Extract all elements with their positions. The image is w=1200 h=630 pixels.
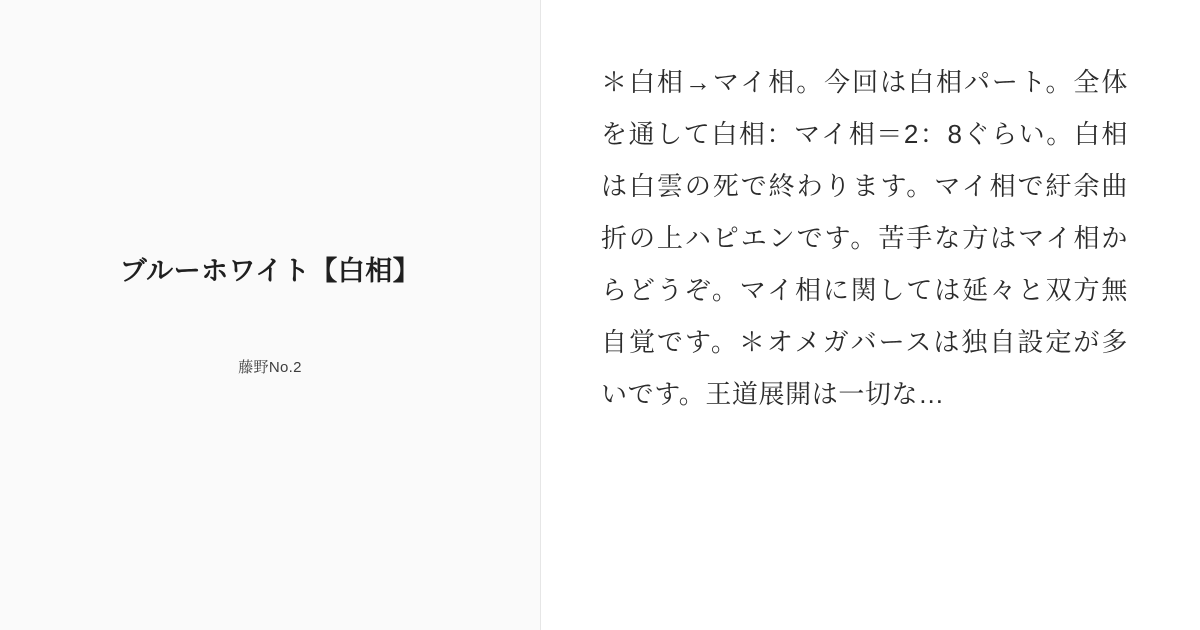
author-name[interactable]: 藤野No.2 [238, 359, 302, 377]
work-description-pane [541, 0, 1200, 630]
work-header-pane [0, 0, 540, 630]
work-description-text: ＊白相→マイ相。今回は白相パート。全体を通して白相：マイ相＝2：8ぐらい。白相は白雲の死で終わります。マイ相で紆余曲折の上ハピエンです。苦手な方はマイ相からどうぞ。マイ相に関しては延々と双方無自覚です。＊オメガバースは独自設定が多いです。王道展開は一切な… [601, 67, 1128, 409]
page-title: ブルーホワイト【白相】 [119, 255, 421, 286]
